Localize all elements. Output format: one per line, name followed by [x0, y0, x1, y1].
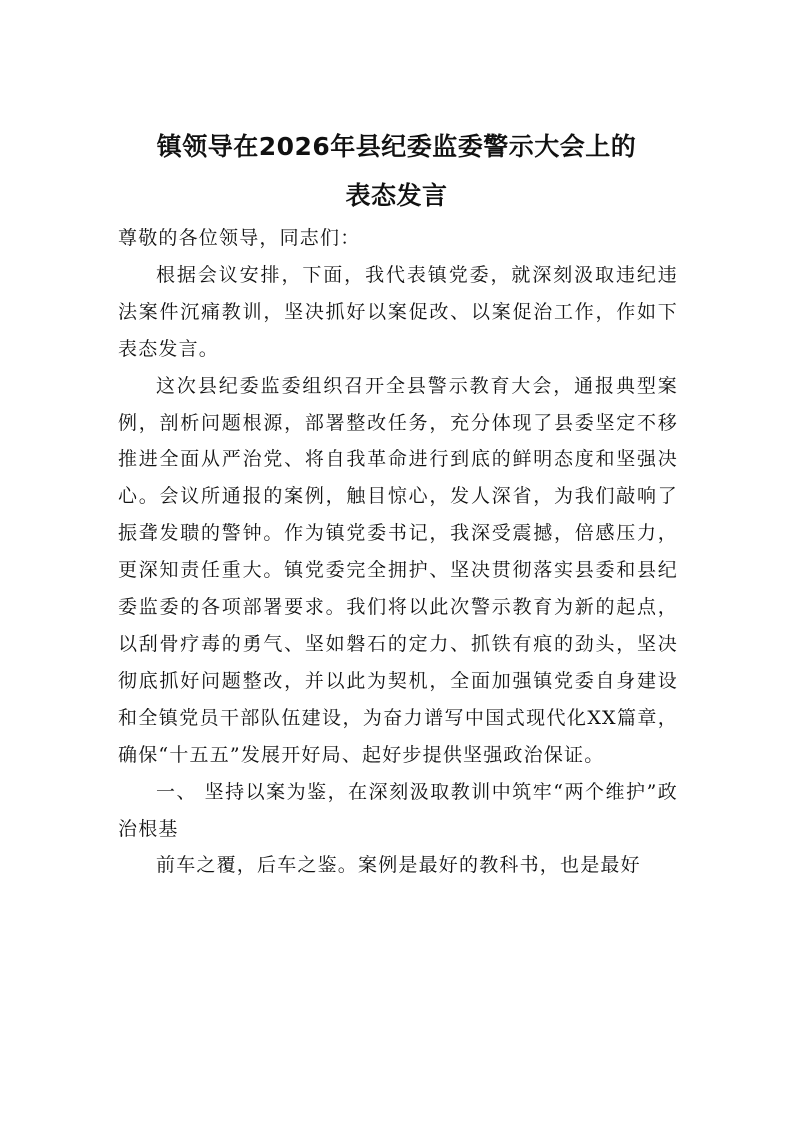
title-line-2: 表态发言 — [345, 181, 448, 210]
paragraph-intro: 根据会议安排，下面，我代表镇党委，就深刻汲取违纪违法案件沉痛教训，坚决抓好以案促改、以案促治工作，作如下表态发言。 — [118, 263, 678, 360]
paragraph-main: 这次县纪委监委组织召开全县警示教育大会，通报典型案例，剖析问题根源，部署整改任务，充分体现了县委坚定不移推进全面从严治党、将自我革命进行到底的鲜明态度和坚强决心。会议所通报的案例，触目惊心，发人深省，为我们敲响了振聋发聩的警钟。作为镇党委书记，我深受震撼，倍感压力，更深知责任重大。镇党委完全拥护、坚决贯彻落实县委和县纪委监委的各项部署要求。我们将以此次警示教育为新的起点，以刮骨疗毒的勇气、坚如磐石的定力、抓铁有痕的劲头，坚决彻底抓好问题整改，并以此为契机，全面加强镇党委自身建设和全镇党员干部队伍建设，为奋力谱写中国式现代化XX篇章，确保“十五五”发展开好局、起好步提供坚强政治保证。 — [118, 374, 678, 766]
paragraph-section-start: 前车之覆，后车之鉴。案例是最好的教科书，也是最好 — [156, 854, 641, 877]
salutation: 尊敬的各位领导，同志们： — [118, 227, 361, 249]
title-line-1: 镇领导在2026年县纪委监委警示大会上的 — [156, 132, 637, 161]
document-title — [100, 122, 693, 220]
section-heading: 一、 坚持以案为鉴，在深刻汲取教训中筑牢“两个维护”政治根基 — [118, 780, 678, 840]
document-body — [118, 220, 678, 884]
